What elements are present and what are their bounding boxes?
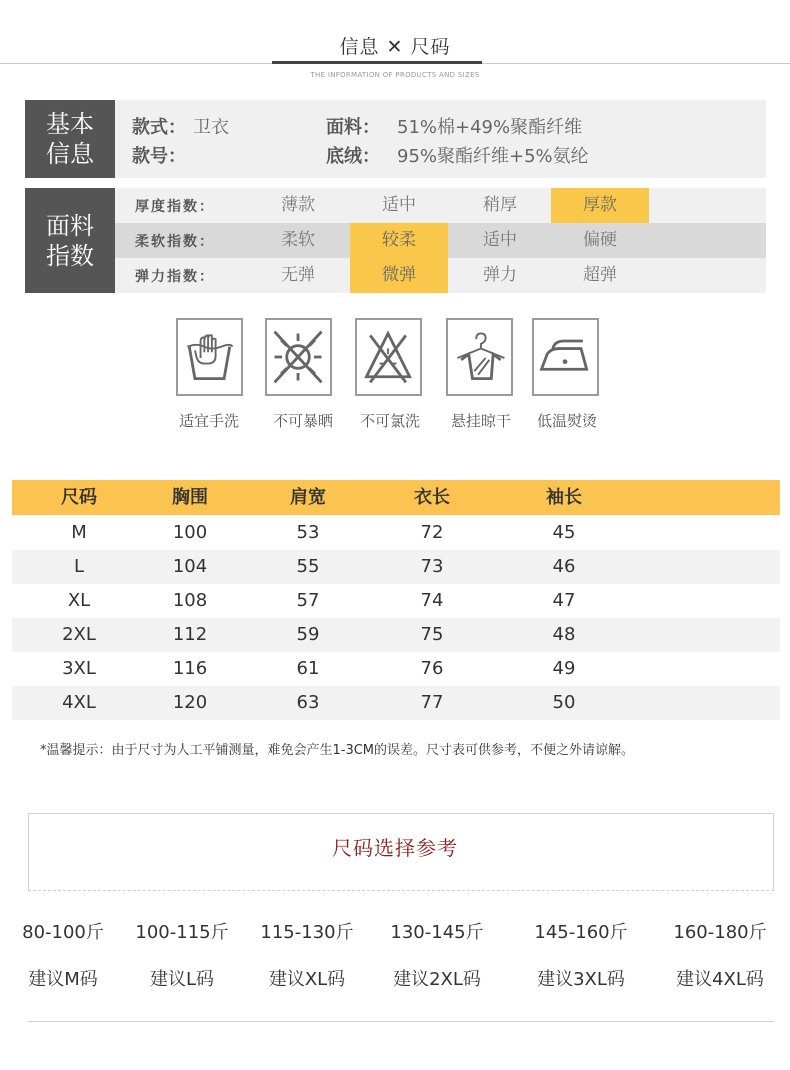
no-sun-dry-icon <box>265 318 332 396</box>
table-cell: 108 <box>172 590 208 611</box>
basic-info-panel <box>115 100 766 178</box>
hang-dry-icon <box>446 318 513 396</box>
table-cell: 100 <box>172 522 208 543</box>
page-subtitle: THE INFORMATION OF PRODUCTS AND SIZES <box>310 71 480 79</box>
table-cell: 76 <box>420 658 444 679</box>
size-guide-weight: 145-160斤 <box>534 922 628 943</box>
table-cell: 59 <box>296 624 320 645</box>
size-guide-weight: 100-115斤 <box>135 922 229 943</box>
item-number-key: 款号： <box>132 146 186 167</box>
size-guide-weight: 115-130斤 <box>260 922 354 943</box>
care-label-low-iron: 低温熨烫 <box>536 412 597 430</box>
fabric-index-key: 弹力指数： <box>135 269 215 285</box>
table-cell: L <box>73 556 85 577</box>
table-row <box>12 516 780 550</box>
size-table-header <box>12 480 780 515</box>
fabric-value: 51%棉+49%聚酯纤维 <box>397 117 583 138</box>
table-cell: 48 <box>552 624 576 645</box>
table-cell: 112 <box>172 624 208 645</box>
fabric-key: 面料： <box>326 117 380 138</box>
table-cell: 47 <box>552 590 576 611</box>
table-cell: 120 <box>172 692 208 713</box>
fabric-option: 弹力 <box>483 265 517 285</box>
lining-key: 底绒： <box>326 146 380 167</box>
table-cell: 50 <box>552 692 576 713</box>
fabric-option: 稍厚 <box>483 195 517 215</box>
size-guide-divider <box>28 1021 774 1022</box>
fabric-index-label-text: 面料 指数 <box>46 211 94 270</box>
care-label-no-sun: 不可暴晒 <box>272 412 333 430</box>
table-cell: 53 <box>296 522 320 543</box>
table-cell: 116 <box>172 658 208 679</box>
table-cell: 4XL <box>62 692 96 713</box>
table-cell: 63 <box>296 692 320 713</box>
fabric-index-row <box>115 188 766 223</box>
size-guide-title: 尺码选择参考 <box>332 836 458 860</box>
size-guide-recommendation: 建议3XL码 <box>537 969 625 990</box>
table-cell: 45 <box>552 522 576 543</box>
fabric-option-selected: 厚款 <box>551 188 649 223</box>
table-cell: 75 <box>420 624 444 645</box>
table-cell: 57 <box>296 590 320 611</box>
table-cell: 72 <box>420 522 444 543</box>
table-cell: 73 <box>420 556 444 577</box>
size-guide-recommendation: 建议2XL码 <box>393 969 481 990</box>
size-table-header-cell: 袖长 <box>546 487 582 508</box>
fabric-option: 薄款 <box>281 195 315 215</box>
size-guide-recommendation: 建议4XL码 <box>676 969 764 990</box>
fabric-index-row <box>115 223 766 258</box>
table-row <box>12 550 780 584</box>
fabric-option: 适中 <box>483 230 517 250</box>
table-cell: 55 <box>296 556 320 577</box>
fabric-index-key: 厚度指数： <box>135 199 215 215</box>
hand-wash-icon <box>176 318 243 396</box>
table-cell: 77 <box>420 692 444 713</box>
style-value: 卫衣 <box>193 117 229 138</box>
size-guide-weight: 80-100斤 <box>22 922 104 943</box>
table-cell: 49 <box>552 658 576 679</box>
fabric-option-selected: 微弹 <box>350 258 448 293</box>
table-cell: 104 <box>172 556 208 577</box>
table-cell: 2XL <box>62 624 96 645</box>
table-row <box>12 618 780 652</box>
table-cell: 74 <box>420 590 444 611</box>
fabric-option: 适中 <box>382 195 416 215</box>
fabric-option: 超弹 <box>583 265 617 285</box>
size-table-header-cell: 肩宽 <box>290 487 326 508</box>
header-accent-bar <box>272 61 482 64</box>
table-row <box>12 652 780 686</box>
table-cell: 3XL <box>62 658 96 679</box>
no-bleach-icon <box>355 318 422 396</box>
size-table-note: *温馨提示：由于尺寸为人工平铺测量，难免会产生1-3CM的误差。尺寸表可供参考，不便之外请谅解。 <box>40 743 635 758</box>
table-cell: 61 <box>296 658 320 679</box>
care-label-no-bleach: 不可氯洗 <box>359 412 420 430</box>
style-key: 款式： <box>132 117 186 138</box>
care-label-hang-dry: 悬挂晾干 <box>450 412 511 430</box>
lining-value: 95%聚酯纤维+5%氨纶 <box>397 146 589 167</box>
size-table-header-cell: 胸围 <box>172 487 208 508</box>
table-row <box>12 686 780 720</box>
fabric-index-label <box>25 188 115 293</box>
table-cell: 46 <box>552 556 576 577</box>
size-guide-recommendation: 建议M码 <box>28 969 98 990</box>
fabric-option-selected: 较柔 <box>350 223 448 258</box>
fabric-option: 偏硬 <box>583 230 617 250</box>
size-guide-recommendation: 建议L码 <box>149 969 215 990</box>
page-title: 信息 ✕ 尺码 <box>339 36 451 58</box>
fabric-index-key: 柔软指数： <box>135 234 215 250</box>
size-table-header-cell: 衣长 <box>414 487 450 508</box>
size-guide-weight: 130-145斤 <box>390 922 484 943</box>
fabric-option: 柔软 <box>281 230 315 250</box>
low-iron-icon <box>532 318 599 396</box>
basic-info-label <box>25 100 115 178</box>
size-guide-recommendation: 建议XL码 <box>268 969 346 990</box>
size-guide-weight: 160-180斤 <box>673 922 767 943</box>
fabric-index-row <box>115 258 766 293</box>
table-cell: XL <box>67 590 91 611</box>
care-label-hand-wash: 适宜手洗 <box>178 412 239 430</box>
size-table-header-cell: 尺码 <box>61 487 97 508</box>
table-cell: M <box>71 522 87 543</box>
table-row <box>12 584 780 618</box>
fabric-option: 无弹 <box>281 265 315 285</box>
basic-info-label-text: 基本 信息 <box>46 110 94 168</box>
